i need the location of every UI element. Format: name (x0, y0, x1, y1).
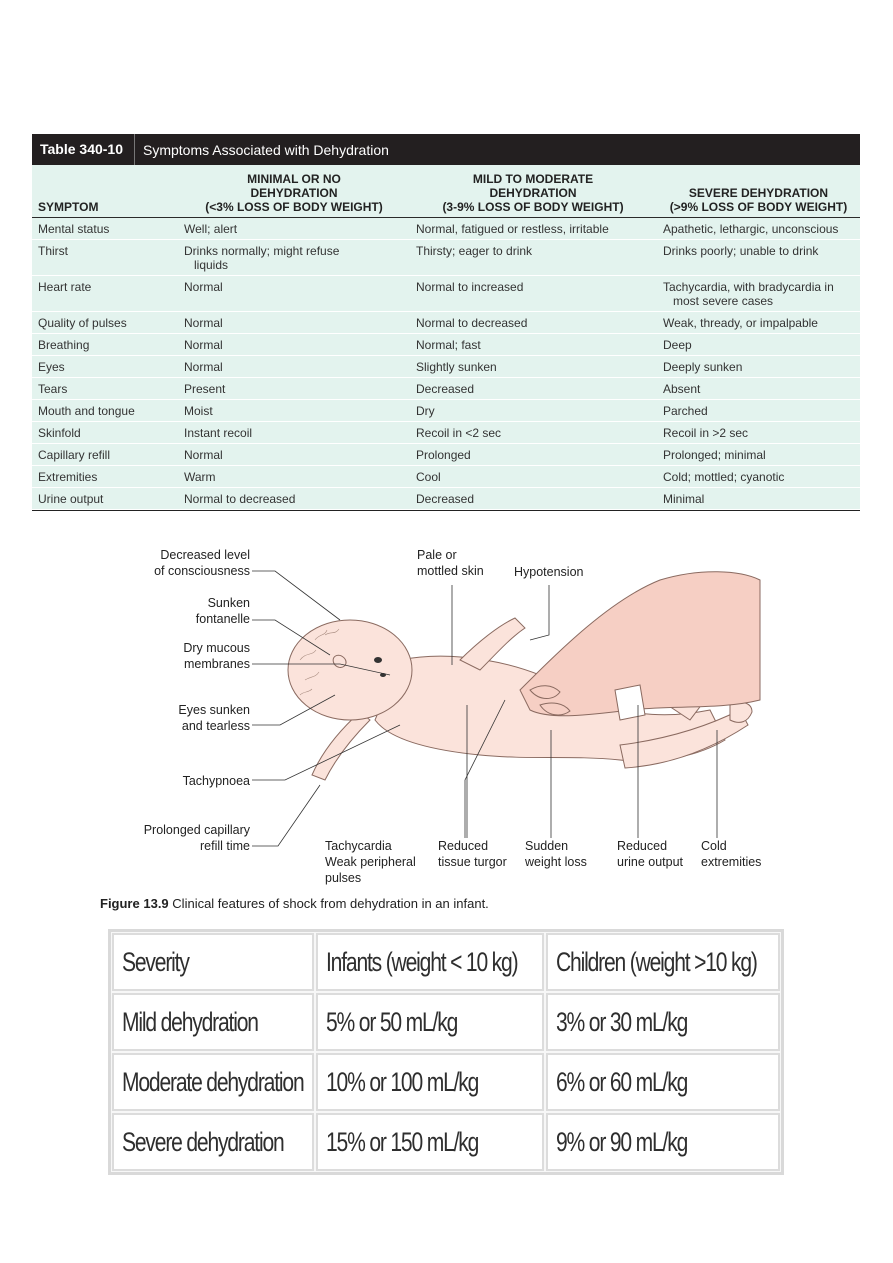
label-skin: Pale or mottled skin (417, 548, 484, 578)
fluid-deficit-table (108, 929, 784, 1175)
table-row: Skinfold Instant recoil Recoil in <2 sec Recoil in >2 sec (32, 422, 860, 444)
label-fontanelle: Sunken fontanelle (195, 596, 250, 626)
table-row: Moderate dehydration 10% or 100 mL/kg 6% or 60 mL/kg (111, 1052, 781, 1112)
column-header-severe: SEVERE DEHYDRATION (>9% LOSS OF BODY WEIGHT) (669, 186, 848, 214)
table-row: Capillary refill Normal Prolonged Prolonged; minimal (32, 444, 860, 466)
label-extremities: Cold extremities (701, 839, 762, 869)
table-row: Heart rate Normal Normal to increased Tachycardia, with bradycardia in most severe cases (32, 276, 860, 312)
table-row: Severe dehydration 15% or 150 mL/kg 9% or 90 mL/kg (111, 1112, 781, 1172)
table-row: Tears Present Decreased Absent (32, 378, 860, 400)
table-row: Mild dehydration 5% or 50 mL/kg 3% or 30 mL/kg (111, 992, 781, 1052)
table-row: Quality of pulses Normal Normal to decreased Weak, thready, or impalpable (32, 312, 860, 334)
table-row: Eyes Normal Slightly sunken Deeply sunken (32, 356, 860, 378)
column-headers (32, 165, 860, 218)
table-row: Mouth and tongue Moist Dry Parched (32, 400, 860, 422)
label-urine: Reduced urine output (617, 839, 684, 869)
table-body (32, 165, 860, 511)
table-row: Breathing Normal Normal; fast Deep (32, 334, 860, 356)
table-title: Symptoms Associated with Dehydration (143, 141, 389, 158)
table-row: Urine output Normal to decreased Decreased Minimal (32, 488, 860, 510)
label-mucous: Dry mucous membranes (183, 641, 250, 671)
label-weight: Sudden weight loss (525, 839, 587, 869)
table-header-row: Severity Infants (weight < 10 kg) Children (weight >10 kg) (111, 932, 781, 992)
label-tachypnoea: Tachypnoea (182, 774, 250, 788)
table-row: Extremities Warm Cool Cold; mottled; cyanotic (32, 466, 860, 488)
table-header-bar (32, 134, 860, 165)
figure-caption: Figure 13.9 Clinical features of shock from dehydration in an infant. (100, 896, 489, 911)
table-row: Thirst Drinks normally; might refuse liquids Thirsty; eager to drink Drinks poorly; unable to drink (32, 240, 860, 276)
column-header-symptom: SYMPTOM (38, 200, 99, 214)
column-header-minimal: MINIMAL OR NO DEHYDRATION (<3% LOSS OF BODY WEIGHT) (205, 172, 383, 214)
label-consciousness: Decreased level of consciousness (154, 548, 250, 578)
table-number: Table 340-10 (32, 134, 135, 165)
dehydration-symptoms-table (32, 134, 860, 511)
table-row: Mental status Well; alert Normal, fatigued or restless, irritable Apathetic, lethargic, unconscious (32, 218, 860, 240)
label-eyes: Eyes sunken and tearless (178, 703, 250, 733)
label-capillary: Prolonged capillary refill time (143, 823, 250, 853)
label-turgor: Reduced tissue turgor (438, 839, 507, 869)
label-tachycardia: Tachycardia Weak peripheral pulses (325, 839, 416, 885)
column-header-mild-moderate: MILD TO MODERATE DEHYDRATION (3-9% LOSS OF BODY WEIGHT) (442, 172, 624, 214)
infant-dehydration-figure (100, 540, 780, 895)
label-hypotension: Hypotension (514, 565, 584, 579)
